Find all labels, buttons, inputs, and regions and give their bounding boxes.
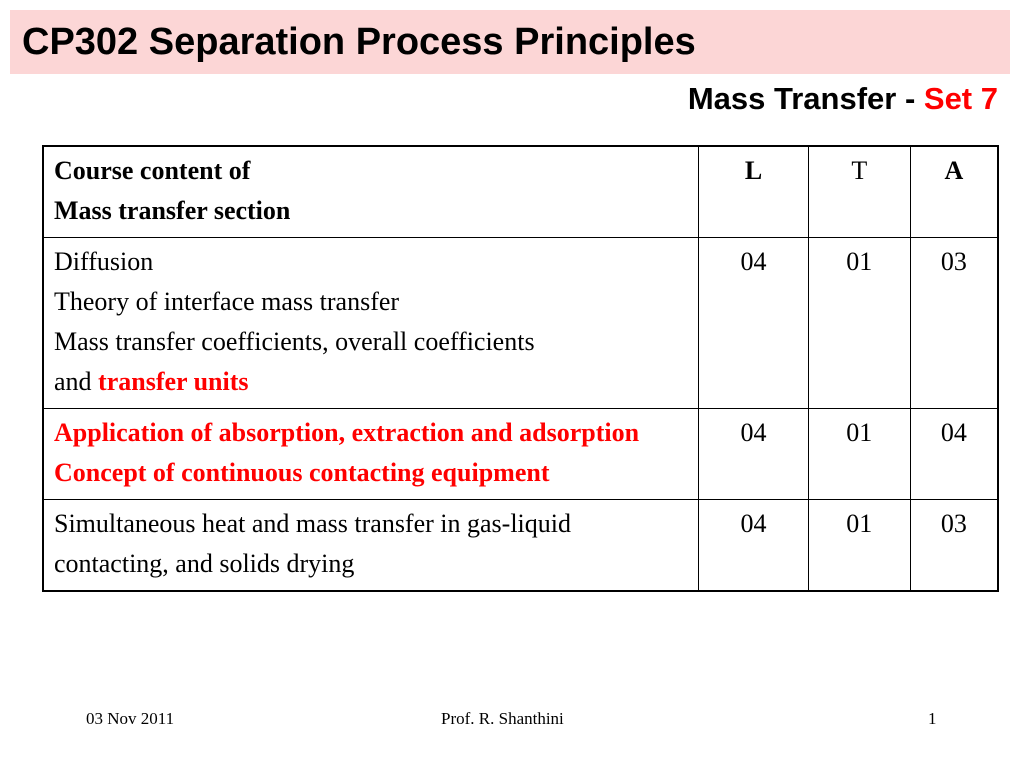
row1-line4 — [54, 362, 688, 402]
row3-line1: Simultaneous heat and mass transfer in gas-liquid contacting, and solids drying — [54, 509, 572, 578]
table-header-row — [43, 146, 998, 238]
table-row — [43, 409, 998, 500]
header-content-line2: Mass transfer section — [54, 196, 291, 225]
header-course-content — [43, 146, 699, 238]
row1-t: 01 — [808, 238, 910, 409]
footer-date: 03 Nov 2011 — [86, 709, 175, 728]
row3-a: 03 — [910, 500, 998, 592]
row1-l: 04 — [699, 238, 809, 409]
course-content-table — [42, 145, 999, 592]
footer-author: Prof. R. Shanthini — [441, 709, 564, 728]
table-row — [43, 500, 998, 592]
row2-line1: Application of absorption, extraction and adsorption — [54, 418, 640, 447]
row1-line4-prefix: and — [54, 367, 99, 396]
header-col-t: T — [808, 146, 910, 238]
row3-content — [43, 500, 699, 592]
row1-content — [43, 238, 699, 409]
row1-line2: Theory of interface mass transfer — [54, 287, 400, 316]
slide-subtitle — [688, 78, 998, 120]
row1-line1: Diffusion — [54, 247, 154, 276]
row1-line4-highlight: transfer units — [98, 367, 249, 396]
row2-a: 04 — [910, 409, 998, 500]
row1-a: 03 — [910, 238, 998, 409]
subtitle-prefix: Mass Transfer - — [687, 81, 924, 116]
table-row — [43, 238, 998, 409]
subtitle-set-number: Set 7 — [923, 81, 998, 116]
row2-l: 04 — [699, 409, 809, 500]
header-col-a: A — [910, 146, 998, 238]
header-col-l: L — [699, 146, 809, 238]
row2-content — [43, 409, 699, 500]
footer-page-number: 1 — [928, 709, 937, 728]
header-content-line1: Course content of — [54, 156, 251, 185]
slide-title: CP302 Separation Process Principles — [22, 21, 696, 63]
row3-l: 04 — [699, 500, 809, 592]
row2-t: 01 — [808, 409, 910, 500]
row2-line2: Concept of continuous contacting equipment — [54, 458, 550, 487]
row1-line3: Mass transfer coefficients, overall coefficients — [54, 327, 535, 356]
row3-t: 01 — [808, 500, 910, 592]
